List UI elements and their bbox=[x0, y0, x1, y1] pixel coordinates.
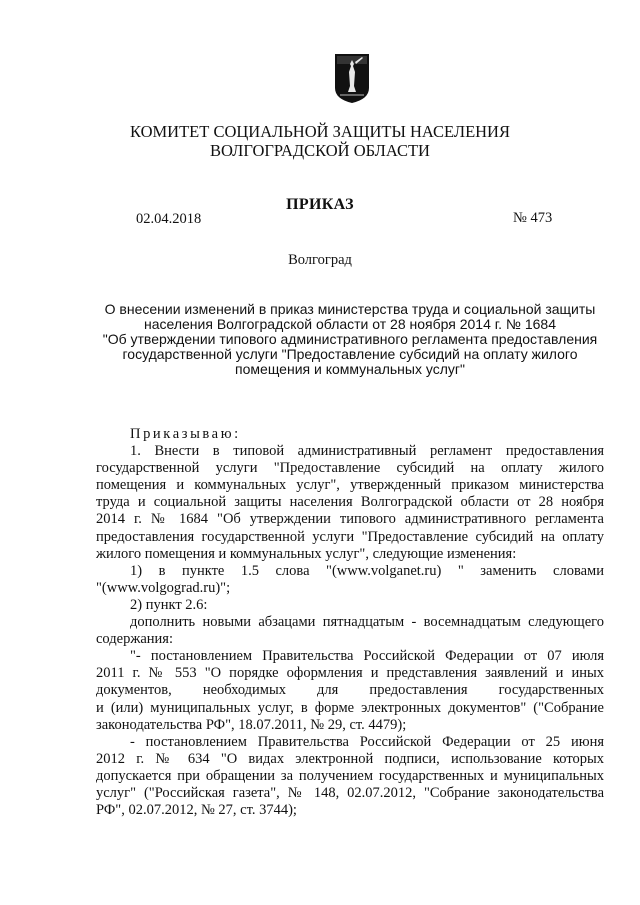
prikazyvayu: Приказываю: bbox=[130, 426, 241, 442]
subject-line: населения Волгоградской области от 28 ноября 2014 г. № 1684 bbox=[144, 316, 556, 332]
subject-line: помещения и коммунальных услуг" bbox=[235, 361, 465, 377]
organization-line-2: ВОЛГОГРАДСКОЙ ОБЛАСТИ bbox=[210, 141, 430, 160]
body-line: 2014 г. № 1684 "Об утверждении типового административного регламента bbox=[96, 511, 604, 528]
body-line: "- постановлением Правительства Российской Федерации от 07 июля bbox=[130, 648, 604, 665]
body-line: дополнить новыми абзацами пятнадцатым - восемнадцатым следующего bbox=[130, 614, 604, 631]
body-line: документов, необходимых для предоставления государственных bbox=[96, 682, 604, 699]
body-line: труда и социальной защиты населения Волгоградской области от 28 ноября bbox=[96, 494, 604, 511]
body-line: РФ", 02.07.2012, № 27, ст. 3744); bbox=[96, 802, 297, 819]
body-line: законодательства РФ", 18.07.2011, № 29, ст. 4479); bbox=[96, 716, 407, 733]
volgograd-coat-of-arms-icon bbox=[332, 52, 372, 104]
body-line: услуг" ("Российская газета", № 148, 02.07.2012, "Собрание законодательства bbox=[96, 784, 604, 801]
body-line: 2012 г. № 634 "О видах электронной подписи, использование которых bbox=[96, 750, 604, 767]
order-date: 02.04.2018 bbox=[136, 211, 202, 227]
body-line: 2011 г. № 553 "О порядке оформления и представления заявлений и иных bbox=[96, 665, 604, 682]
body-line: содержания: bbox=[96, 631, 174, 648]
body-line: и (или) муниципальных услуг, в форме электронных документов" ("Собрание bbox=[96, 699, 604, 716]
body-line: 2) пункт 2.6: bbox=[130, 596, 208, 613]
organization-line-1: КОМИТЕТ СОЦИАЛЬНОЙ ЗАЩИТЫ НАСЕЛЕНИЯ bbox=[130, 122, 510, 141]
order-subject bbox=[100, 302, 600, 377]
order-body bbox=[96, 426, 604, 819]
body-line: государственной услуги "Предоставление субсидий на оплату жилого bbox=[96, 460, 604, 477]
subject-line: государственной услуги "Предоставление субсидий на оплату жилого bbox=[122, 346, 578, 362]
body-line: - постановлением Правительства Российской Федерации от 25 июня bbox=[130, 733, 604, 750]
subject-line: О внесении изменений в приказ министерства труда и социальной защиты bbox=[104, 301, 596, 317]
body-line: 1. Внести в типовой административный регламент предоставления bbox=[130, 443, 604, 460]
city: Волгоград bbox=[288, 252, 352, 268]
body-line: жилого помещения и коммунальных услуг", следующие изменения: bbox=[96, 545, 517, 562]
body-line: 1) в пункте 1.5 слова "(www.volganet.ru) " заменить словами bbox=[130, 562, 604, 579]
organization-name bbox=[0, 122, 640, 160]
body-line: помещения и коммунальных услуг", утвержденный приказом министерства bbox=[96, 477, 604, 494]
subject-line: "Об утверждении типового административного регламента предоставления bbox=[102, 331, 598, 347]
body-line: "(www.volgograd.ru)"; bbox=[96, 579, 231, 596]
body-line: предоставления государственной услуги "Предоставление субсидий на оплату bbox=[96, 528, 604, 545]
body-line: допускается при обращении за получением государственных и муниципальных bbox=[96, 767, 604, 784]
order-title: ПРИКАЗ bbox=[286, 196, 354, 213]
order-number: № 473 bbox=[513, 210, 553, 226]
